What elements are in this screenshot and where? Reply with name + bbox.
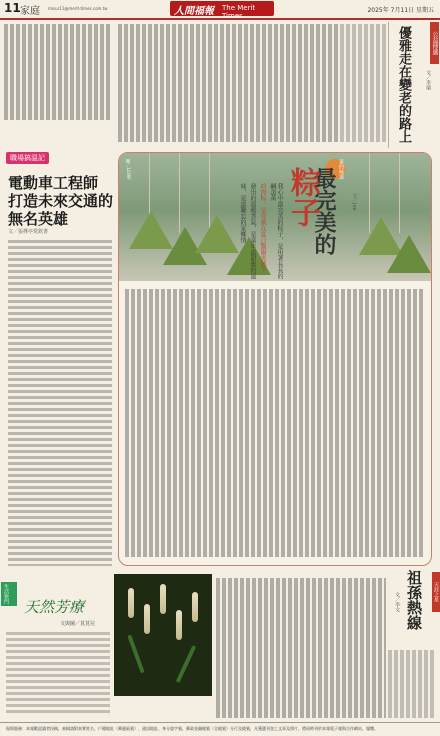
logo-english: The Merit Times [222, 4, 256, 20]
left-title-line-2: 打造未來交通的 [8, 192, 114, 210]
photo-string [369, 153, 370, 233]
feature-title-black: 最完美的 [311, 167, 337, 255]
plant-flower [160, 584, 166, 614]
plant-leaf [127, 635, 144, 674]
bottom-left-author: 文與圖／莧莧兒 [60, 621, 96, 627]
left-article-title [8, 174, 113, 228]
left-title-line-3: 無名英雄 [8, 210, 69, 228]
masthead-logo [170, 1, 274, 20]
page-footer [0, 722, 440, 736]
bottom-left-title: 天然芳療 [24, 598, 85, 616]
header-email: misur11@merit-times.com.tw [48, 6, 108, 11]
bottom-middle-body [216, 578, 386, 718]
section-name: 家庭 [20, 6, 40, 17]
feature-title-red: 粽子 [285, 167, 320, 227]
feature-subtitle-3: 發出的溫暖香氣，是童年最甜蜜的滋 [249, 183, 256, 279]
page-number: 11 [4, 1, 21, 15]
feature-subtitle-4: 味，是最難忘的家鄉情 [239, 183, 246, 243]
photo-string [209, 153, 210, 233]
top-left-text-block [4, 24, 112, 120]
plant-leaf [176, 645, 197, 683]
bottom-right-tag: 天涯之星 [432, 572, 440, 612]
feature-body-text [125, 289, 425, 557]
bottom-right-title: 祖孫熱線 [405, 570, 423, 630]
plant-flower [192, 592, 198, 622]
footer-notice: 現場服務：本報歡迎讀者投稿，來稿請附真實姓名、戶籍地址（郵遞區號）、通訊地址、身分證字號、郵政金融帳號（全帳號）分行及帳號，凡獲選刊登之文章及照片，將同時刊於本報電子報與合作網站、媒體。 [6, 726, 378, 731]
top-right-tag: 公益傳遞 [430, 22, 439, 64]
zongzi-shape [129, 211, 173, 249]
left-title-line-1: 電動車工程師 [8, 174, 99, 192]
zongzi-shape [359, 217, 403, 255]
photo-string [179, 153, 180, 233]
feature-kicker: 家的味道 [325, 159, 345, 179]
plant-photo [114, 574, 212, 696]
page-header [0, 0, 440, 20]
photo-string [399, 153, 400, 233]
bottom-right-body [388, 650, 436, 718]
feature-article-box [118, 152, 432, 566]
photo-credit: 圖／123RF [126, 159, 131, 180]
life-badge-label: 生活快門 [3, 584, 9, 604]
top-left-text-block-2 [118, 24, 338, 142]
plant-flower [176, 610, 182, 640]
feature-subtitle-2: 的肉粽，是母親在夏日豔陽炎熱下 [259, 183, 266, 273]
left-article-byline: 文／張樺亭愛欽書 [8, 229, 49, 235]
top-right-author: 文／李瑞 [425, 70, 431, 90]
issue-date: 2025年 7月11日 星期五 [367, 7, 434, 14]
top-right-title: 優雅走在變老的路上 [396, 26, 411, 143]
left-article-kicker: 職場搞溫記 [6, 152, 49, 164]
plant-flower [144, 604, 150, 634]
logo-chinese: 人間福報 [174, 6, 214, 17]
top-right-text [340, 24, 386, 142]
bottom-left-body [6, 632, 110, 716]
column-divider [388, 22, 389, 148]
feature-byline: 文／Joe [351, 193, 357, 211]
feature-subtitle-1: 我心中最完美的粽子，是用著長長的鹹蛋黃 [269, 183, 283, 279]
plant-flower [128, 588, 134, 618]
bottom-right-author: 文／李文 [394, 592, 400, 612]
left-article-body [8, 240, 112, 566]
zongzi-shape [195, 215, 239, 253]
